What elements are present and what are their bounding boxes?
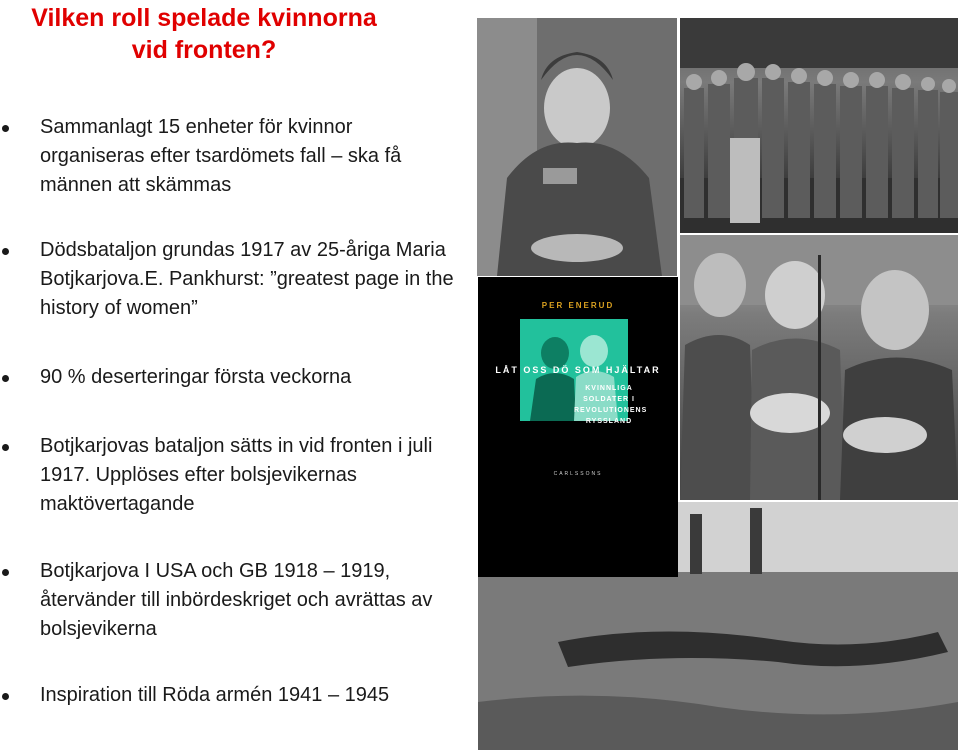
bullet-text: Dödsbataljon grundas 1917 av 25-åriga Maria Botjkarjova.E. Pankhurst: ”greatest page in the history of women” — [40, 239, 454, 319]
bullet-text: 90 % deserteringar första veckorna — [40, 366, 352, 388]
bullet-dot-icon — [2, 444, 9, 451]
book-subtitle-line: KVINNLIGA — [585, 385, 633, 392]
bullet-item — [40, 113, 460, 200]
bullet-dot-icon — [2, 693, 9, 700]
bullet-dot-icon — [2, 569, 9, 576]
bullet-text: Botjkarjova I USA och GB 1918 – 1919, återvänder till inbördeskriget och avrättas av bolsjevikerna — [40, 560, 433, 640]
bullet-text: Sammanlagt 15 enheter för kvinnor organiseras efter tsardömets fall – ska få männen att skämmas — [40, 116, 402, 196]
book-subtitle-line: RYSSLAND — [585, 418, 633, 425]
bullet-item — [40, 236, 460, 323]
book-cover — [478, 277, 678, 577]
bullet-item — [40, 432, 460, 519]
bullet-dot-icon — [2, 248, 9, 255]
book-subtitle-line: SOLDATER I — [583, 396, 635, 403]
bullet-item — [40, 363, 460, 392]
slide-title: Vilken roll spelade kvinnorna vid fronten? — [31, 4, 377, 64]
bullet-text: Botjkarjovas bataljon sätts in vid fronten i juli 1917. Upplöses efter bolsjevikernas maktövertagande — [40, 435, 433, 515]
bullet-dot-icon — [2, 125, 9, 132]
soldiers-closeup-photo — [680, 235, 958, 500]
bullet-list — [0, 0, 470, 750]
book-publisher: CARLSSONS — [553, 471, 603, 477]
book-subtitle — [574, 383, 648, 427]
soldiers-lineup-photo — [680, 18, 958, 233]
book-subtitle-line: REVOLUTIONENS — [574, 407, 648, 414]
book-author: PER ENERUD — [541, 301, 615, 310]
bullet-item — [40, 681, 460, 710]
bullet-text: Inspiration till Röda armén 1941 – 1945 — [40, 684, 390, 706]
book-title: LÅT OSS DÖ SOM HJÄLTAR — [495, 365, 661, 375]
portrait-photo — [477, 18, 677, 276]
bullet-dot-icon — [2, 375, 9, 382]
bullet-item — [40, 557, 460, 644]
